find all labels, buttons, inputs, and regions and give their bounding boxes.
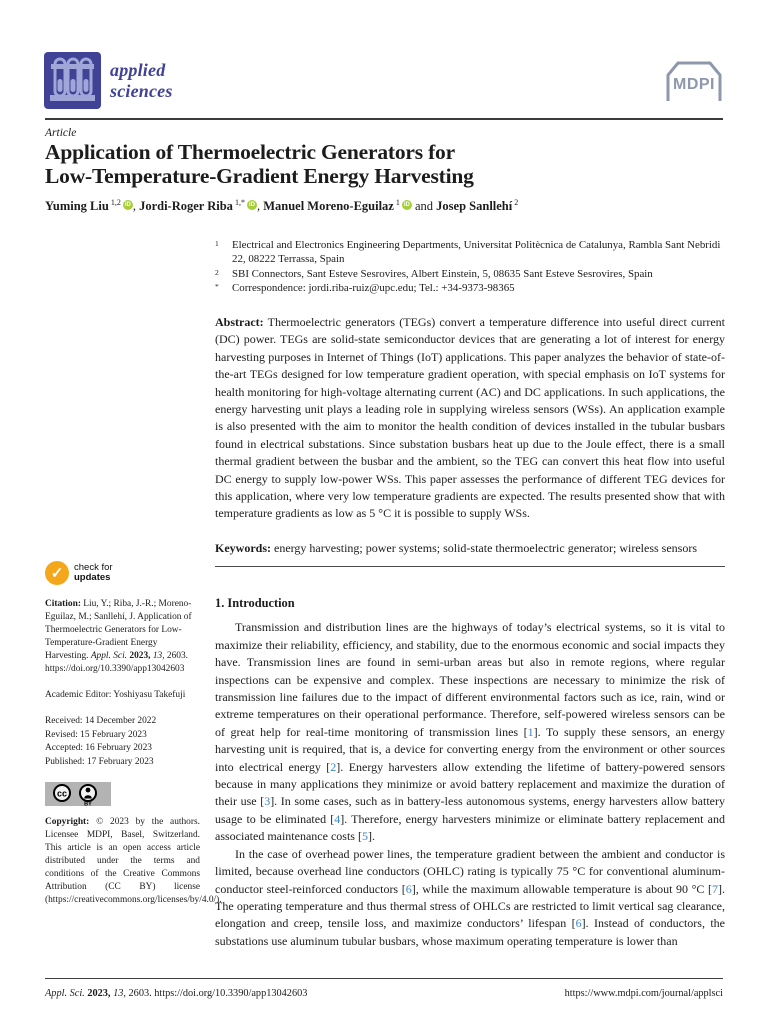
abstract xyxy=(215,314,725,523)
keywords xyxy=(215,541,725,556)
cc-by-license-badge[interactable] xyxy=(45,782,111,806)
footer xyxy=(45,988,723,999)
affiliation-text: Electrical and Electronics Engineering Departments, Universitat Politècnica de Catalunya, Rambla Sant Nebridi 22, 08222 Terrassa, Spain xyxy=(232,239,721,266)
date-revised: Revised: 15 February 2023 xyxy=(45,729,147,740)
citation-volume: 13, xyxy=(152,651,165,661)
date-received: Received: 14 December 2022 xyxy=(45,716,157,726)
citation-ref[interactable]: 1 xyxy=(527,724,534,739)
date-accepted: Accepted: 16 February 2023 xyxy=(45,743,152,753)
correspondence-marker: * xyxy=(215,282,219,292)
orcid-icon[interactable]: iD xyxy=(248,202,255,209)
author-name: Jordi-Roger Riba xyxy=(139,199,233,214)
title-line1: Application of Thermoelectric Generators for xyxy=(45,140,455,164)
author-affil-sup: 1,2 xyxy=(110,198,121,207)
academic-editor xyxy=(45,689,200,702)
header-rule xyxy=(45,118,723,120)
mdpi-logo xyxy=(662,58,726,105)
footer-citation xyxy=(45,988,307,999)
journal-name-line1: applied xyxy=(110,60,166,81)
main-column xyxy=(215,595,725,950)
citation-authors-title: Liu, Y.; Riba, J.-R.; Moreno-Eguilaz, M.; Sanllehí, J. Application of Thermoelectric Generators for Low-Temperature-Gradient Energy Harvesting. xyxy=(45,599,192,661)
author-affil-sup: 1,* xyxy=(234,198,245,207)
affiliation-text: SBI Connectors, Sant Esteve Sesrovires, Albert Einstein, 5, 08635 Sant Esteve Sesrovires, Spain xyxy=(232,267,653,280)
citation-year: 2023, xyxy=(129,651,151,661)
affiliation-marker: 2 xyxy=(215,267,219,277)
academic-editor-name: Yoshiyasu Takefuji xyxy=(113,690,186,700)
article-type-label: Article xyxy=(45,127,77,139)
citation-journal-abbrev: Appl. Sci. xyxy=(90,651,128,661)
footer-article-no: 2603. xyxy=(128,988,152,999)
citation-ref[interactable]: 3 xyxy=(264,794,271,809)
keywords-label: Keywords: xyxy=(215,541,271,555)
citation-ref[interactable]: 7 xyxy=(712,881,719,896)
orcid-icon[interactable]: iD xyxy=(124,202,131,209)
correspondence-tel: ; Tel.: +34-9373-98365 xyxy=(413,282,515,295)
author-name: Josep Sanllehí xyxy=(436,199,513,214)
history-dates xyxy=(45,715,200,769)
footer-year: 2023, xyxy=(87,988,111,999)
check-for-updates-badge[interactable] xyxy=(45,561,113,585)
correspondence-label: Correspondence: xyxy=(232,282,306,295)
affiliation-row xyxy=(215,238,725,267)
intro-paragraph-1: Transmission and distribution lines are the highways of today’s electrical systems, so it is vital to maximize their reliability, efficiency, and stability, due to the enormous economic and social impacts they have. Transmission lines are found in semi-urban areas but also in remote regions, where regular inspections can be expensive and complex. These inspections are necessary to minimize the risk of transmission line failures due to the impact of different environmental factors such as ice, rain, wind or extreme temperatures on their operational performance. Therefore, self-powered wireless sensors can be of great help for real-time monitoring of transmission lines [1]. To supply these sensors, an energy harvesting unit is required, that is, a device for converting energy from the environment or other sources into electrical energy [2]. Energy harvesters allow extending the lifetime of battery-powered sensors because in many applications they minimize or avoid battery replacement and maximize the duration of their use [3]. In some cases, such as in battery-less autonomous systems, energy harvesters allow battery usage to be eliminated [4]. Therefore, energy harvesters minimize or eliminate battery replacement and associated maintenance costs [5]. xyxy=(215,620,726,844)
journal-logo xyxy=(44,52,173,109)
citation-label: Citation: xyxy=(45,599,81,609)
citation-ref[interactable]: 6 xyxy=(575,916,582,931)
author-separator: , xyxy=(132,199,140,214)
footer-journal-abbrev: Appl. Sci. xyxy=(45,988,85,999)
citation-ref[interactable]: 5 xyxy=(361,829,368,844)
mdpi-logo-text: MDPI xyxy=(673,76,715,93)
updates-badge-line1: check for xyxy=(74,561,113,573)
abstract-text: Thermoelectric generators (TEGs) convert a temperature difference into useful direct current (DC) power. TEGs are solid-state semiconductor devices that are generating a lot of interest for energy harvesting purposes in Internet of Things (IoT) applications. This paper analyzes the behavior of state-of-the-art TEGs designed for low temperature gradient operation, with special emphasis on IoT systems for health monitoring for high-voltage alternating current (AC) and DC applications. In such applications, the energy harvesting unit plays a leading role in supplying wireless sensors (WSs). An application example is also presented with the aim to monitor the health condition of devices installed in the tubular busbars found in electrical substations. Since substation busbars heat up due to the Joule effect, there is a small thermal gradient between the busbar and the ambient, so the TEG can convert this heat flow into useful DC energy to supply low-power WSs. This paper assesses the performance of different TEG devices for this application, where very low temperature gradients are expected. The results presented show that with temperature gradients as low as 5 °C it is possible to supply WSs. xyxy=(215,315,725,521)
affiliation-row xyxy=(215,267,725,281)
journal-name-line2: sciences xyxy=(110,80,173,101)
author-affil-sup: 2 xyxy=(514,198,519,207)
author-name: Yuming Liu xyxy=(45,199,109,214)
author xyxy=(263,199,436,213)
author xyxy=(139,199,263,213)
author xyxy=(436,199,518,213)
journal-name xyxy=(110,60,173,100)
check-icon: ✓ xyxy=(45,561,69,585)
footer-volume: 13, xyxy=(113,988,126,999)
correspondence-row xyxy=(215,281,725,295)
correspondence-email-link[interactable]: jordi.riba-ruiz@upc.edu xyxy=(308,282,414,295)
applied-sciences-logo-icon xyxy=(44,52,101,109)
citation-ref[interactable]: 4 xyxy=(334,811,341,826)
title-line2: Low-Temperature-Gradient Energy Harvesting xyxy=(45,163,474,188)
author-separator: and xyxy=(411,199,437,214)
keywords-text: energy harvesting; power systems; solid-state thermoelectric generator; wireless sensors xyxy=(274,541,697,555)
copyright-label: Copyright: xyxy=(45,817,90,827)
citation-ref[interactable]: 6 xyxy=(405,881,412,896)
academic-editor-label: Academic Editor: xyxy=(45,690,112,700)
updates-badge-line2: updates xyxy=(74,572,111,583)
cc-icon: cc xyxy=(56,788,68,799)
page-title xyxy=(45,141,665,188)
copyright-text: © 2023 by the authors. Licensee MDPI, Basel, Switzerland. This article is an open access article distributed under the terms and conditions of the Creative Commons Attribution (CC BY) license (https://creativecommons.org/licenses/by/4.0/). xyxy=(45,817,222,905)
affiliation-marker: 1 xyxy=(215,239,219,248)
author-affil-sup: 1 xyxy=(395,198,400,207)
keywords-rule xyxy=(215,566,725,567)
author-name: Manuel Moreno-Eguilaz xyxy=(263,199,394,214)
abstract-label: Abstract: xyxy=(215,315,264,329)
footer-journal-url[interactable]: https://www.mdpi.com/journal/applsci xyxy=(564,988,723,999)
citation-doi-link[interactable]: https://doi.org/10.3390/app13042603 xyxy=(45,664,185,674)
citation-block xyxy=(45,598,200,676)
updates-badge-label xyxy=(74,563,113,584)
affiliations xyxy=(215,238,725,296)
authors-line xyxy=(45,198,705,214)
footer-rule xyxy=(45,978,723,979)
copyright-notice xyxy=(45,816,222,907)
footer-doi-link[interactable]: https://doi.org/10.3390/app13042603 xyxy=(154,988,308,999)
correspondence-text xyxy=(232,281,725,295)
cc-by-icon-label: BY xyxy=(84,801,92,806)
sidebar xyxy=(45,561,222,920)
author xyxy=(45,199,139,213)
intro-paragraph-2: In the case of overhead power lines, the temperature gradient between the ambient and conductor is limited, because overhead line conductors (OHLC) rating is typically 75 °C for conventional aluminum-conductor steel-reinforced conductors [6], while the maximum allowable temperature is about 90 °C [7]. The operating temperature and thus thermal stress of OHLCs are restricted to limit vertical sag clearance, elongation and creep, tensile loss, and maximize conductors’ lifespan [6]. Instead of conductors, the substations use aluminum tubular busbars, whose maximum operating temperature is lower than xyxy=(215,846,726,948)
date-published: Published: 17 February 2023 xyxy=(45,756,154,767)
citation-ref[interactable]: 2 xyxy=(330,759,337,774)
section-heading: 1. Introduction xyxy=(215,596,295,610)
citation-article-no: 2603. xyxy=(166,651,188,661)
orcid-icon[interactable]: iD xyxy=(403,202,410,209)
author-separator: , xyxy=(256,199,264,214)
